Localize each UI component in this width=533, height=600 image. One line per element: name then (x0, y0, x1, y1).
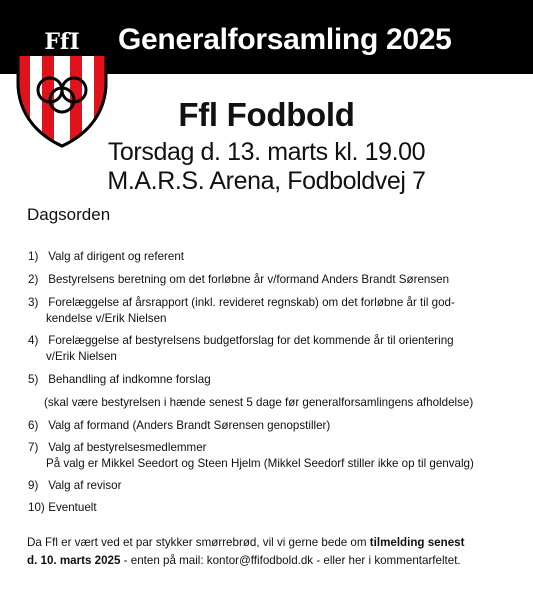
agenda-item (28, 296, 455, 309)
agenda-item-continuation: kendelse v/Erik Nielsen (46, 312, 167, 325)
meeting-date: Torsdag d. 13. marts kl. 19.00 (107, 138, 426, 166)
agenda-item-text: Valg af revisor (48, 479, 122, 492)
agenda-item-note: (skal være bestyrelsen i hænde senest 5 dage før generalforsamlingens afholdelse) (44, 396, 474, 409)
agenda-item-number: 9) (28, 479, 39, 492)
agenda-item-continuation: v/Erik Nielsen (46, 350, 117, 363)
agenda-item-text: Forelæggelse af årsrapport (inkl. revideret regnskab) om det forløbne år til god- (48, 296, 455, 309)
meeting-venue: M.A.R.S. Arena, Fodboldvej 7 (107, 167, 426, 195)
agenda-item (28, 419, 330, 432)
club-name: Ffl Fodbold (178, 96, 355, 133)
agenda-item (28, 479, 121, 492)
registration-deadline-label: tilmelding senest (369, 536, 465, 549)
registration-note (27, 534, 517, 570)
agenda-item-number: 3) (28, 296, 39, 309)
registration-text: Da Ffl er vært ved et par stykker smørrebrød, vil vi gerne bede om (27, 536, 370, 549)
agenda-item-text: Valg af formand (Anders Brandt Sørensen genopstiller) (48, 419, 331, 432)
registration-deadline-date: d. 10. marts 2025 (27, 554, 121, 567)
agenda-item-number: 4) (28, 334, 39, 347)
agenda-item (28, 250, 184, 263)
banner-title: Generalforsamling 2025 (118, 23, 452, 56)
registration-contact-text: - enten på mail: kontor@ffifodbold.dk - eller her i kommentarfeltet. (120, 554, 461, 567)
agenda-item-continuation: På valg er Mikkel Seedort og Steen Hjelm (Mikkel Seedorf stiller ikke op til genvalg) (46, 457, 474, 470)
agenda-item (28, 273, 449, 286)
agenda-item-text: Forelæggelse af bestyrelsens budgetforslag for det kommende år til orientering (48, 334, 454, 347)
agenda-item (28, 441, 207, 454)
agenda-item-text: Valg af bestyrelsesmedlemmer (48, 441, 207, 454)
agenda-item-number: 6) (28, 419, 39, 432)
agenda-item (28, 373, 211, 386)
crest-monogram: FfI (44, 29, 80, 55)
agenda-item-number: 1) (28, 250, 39, 263)
agenda-item-number: 2) (28, 273, 39, 286)
agenda-item (28, 501, 97, 514)
agenda-item-text: Valg af dirigent og referent (48, 250, 185, 263)
agenda-item-text: Behandling af indkomne forslag (48, 373, 211, 386)
agenda-item-number: 10) (28, 501, 45, 514)
agenda-item-number: 5) (28, 373, 39, 386)
agenda-item-text: Eventuelt (48, 501, 97, 514)
agenda-heading: Dagsorden (27, 205, 111, 224)
agenda-item-number: 7) (28, 441, 39, 454)
agenda-item (28, 334, 454, 347)
agenda-item-text: Bestyrelsens beretning om det forløbne år v/formand Anders Brandt Sørensen (48, 273, 450, 286)
